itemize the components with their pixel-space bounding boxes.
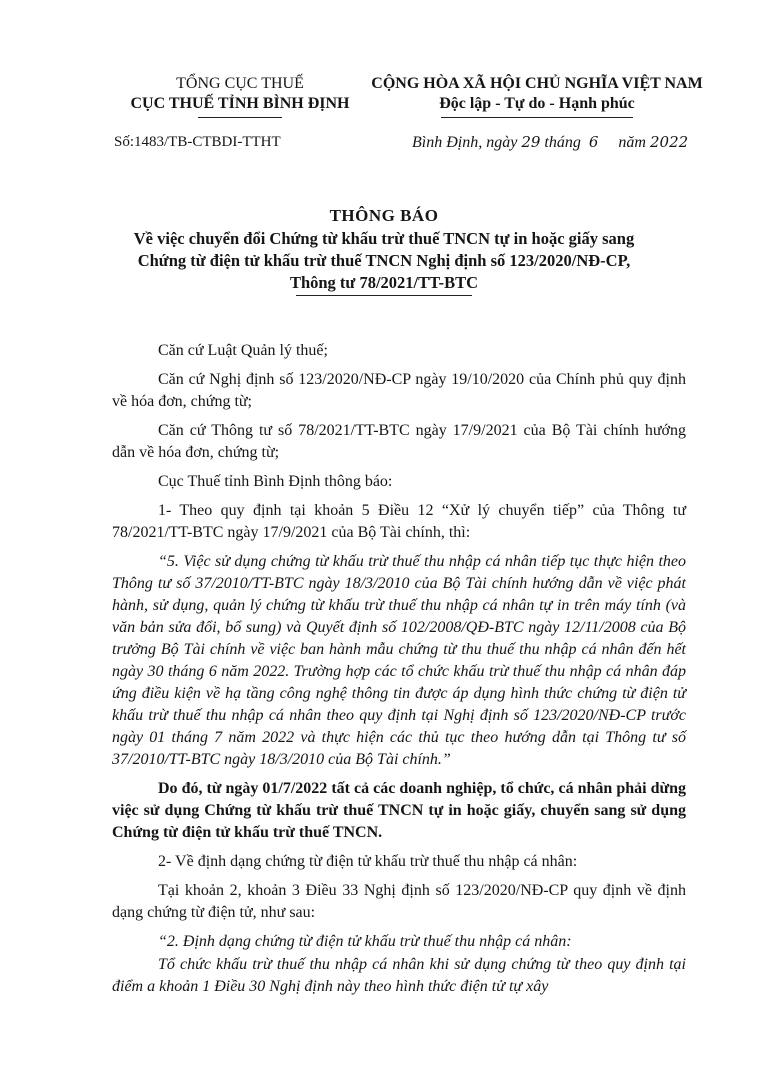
quoted-regulation-1: “5. Việc sử dụng chứng từ khấu trừ thuế thu nhập cá nhân tiếp tục thực hiện theo Thông tư số 37/2010/TT-BTC ngày 18/3/2010 của Bộ Tài chính hướng dẫn về việc phát hành, sử dụng, quản lý chứng từ khấu trừ thuế thu nhập cá nhân tự in trên máy tính (và văn bản sửa đổi, bổ sung) và Quyết định số 102/2008/QĐ-BTC ngày 12/11/2008 của Bộ trưởng Bộ Tài chính về việc ban hành mẫu chứng từ thu thuế thu nhập cá nhân đến hết ngày 30 tháng 6 năm 2022. Trường hợp các tổ chức khấu trừ thuế thu nhập cá nhân đáp ứng điều kiện về hạ tầng công nghệ thông tin được áp dụng hình thức chứng từ điện tử khấu trừ thuế thu nhập cá nhân theo quy định tại Nghị định số 123/2020/NĐ-CP trước ngày 01 tháng 7 năm 2022 và thực hiện các thủ tục theo hướng dẫn tại Thông tư số 37/2010/TT-BTC ngày 18/3/2010 của Bộ Tài chính.” <box>112 553 686 768</box>
notice-intro: Cục Thuế tỉnh Bình Định thông báo: <box>158 473 393 490</box>
notice-title-block <box>100 205 668 296</box>
subject-line-1: Về việc chuyển đổi Chứng từ khấu trừ thuế TNCN tự in hoặc giấy sang <box>133 229 635 248</box>
section-1: 1- Theo quy định tại khoản 5 Điều 12 “Xử lý chuyển tiếp” của Thông tư 78/2021/TT-BTC ngày 17/9/2021 của Bộ Tài chính, thì: <box>112 502 686 541</box>
section-2-basis: Tại khoản 2, khoản 3 Điều 33 Nghị định số 123/2020/NĐ-CP quy định về định dạng chứng từ điện tử, như sau: <box>112 882 686 921</box>
quoted-regulation-2-heading: “2. Định dạng chứng từ điện tử khấu trừ thuế thu nhập cá nhân: <box>158 933 572 950</box>
parent-agency: TỔNG CỤC THUẾ <box>176 75 304 92</box>
agency-underline <box>198 117 282 118</box>
national-header-block <box>352 74 722 118</box>
legal-basis-3: Căn cứ Thông tư số 78/2021/TT-BTC ngày 17/9/2021 của Bộ Tài chính hướng dẫn về hóa đơn, chứng từ; <box>112 422 686 461</box>
date-prefix: Bình Định, ngày <box>412 134 522 151</box>
title-underline <box>296 295 472 296</box>
month-label: tháng <box>544 134 581 151</box>
date-year: 2022 <box>649 133 689 151</box>
date-day: 29 <box>521 133 541 151</box>
motto-underline <box>441 117 633 118</box>
legal-basis-1: Căn cứ Luật Quản lý thuế; <box>158 342 328 359</box>
subject-line-3: Thông tư 78/2021/TT-BTC <box>289 273 479 292</box>
document-number: Số:1483/TB-CTBDI-TTHT <box>114 134 281 150</box>
conclusion-paragraph: Do đó, từ ngày 01/7/2022 tất cả các doanh nghiệp, tổ chức, cá nhân phải dừng việc sử dụng Chứng từ khấu trừ thuế TNCN tự in hoặc giấy, chuyển sang sử dụng Chứng từ điện tử khấu trừ thuế TNCN. <box>112 780 686 841</box>
national-motto: Độc lập - Tự do - Hạnh phúc <box>439 95 635 112</box>
issuing-agency-block <box>100 74 380 118</box>
subject-line-2: Chứng từ điện tử khấu trừ thuế TNCN Nghị định số 123/2020/NĐ-CP, <box>137 251 631 270</box>
country-name: CỘNG HÒA XÃ HỘI CHỦ NGHĨA VIỆT NAM <box>371 75 703 92</box>
year-label: năm <box>618 134 646 151</box>
notice-body <box>112 340 686 1005</box>
issue-date-line <box>412 133 688 152</box>
notice-heading: THÔNG BÁO <box>329 206 439 225</box>
issuing-agency: CỤC THUẾ TỈNH BÌNH ĐỊNH <box>130 95 350 112</box>
section-2: 2- Về định dạng chứng từ điện tử khấu trừ thuế thu nhập cá nhân: <box>158 853 578 870</box>
quoted-regulation-2-text: Tổ chức khấu trừ thuế thu nhập cá nhân khi sử dụng chứng từ theo quy định tại điểm a khoản 1 Điều 30 Nghị định này theo hình thức điện tử tự xây <box>112 956 686 995</box>
date-month: 6 <box>588 133 599 151</box>
legal-basis-2: Căn cứ Nghị định số 123/2020/NĐ-CP ngày 19/10/2020 của Chính phủ quy định về hóa đơn, chứng từ; <box>112 371 686 410</box>
